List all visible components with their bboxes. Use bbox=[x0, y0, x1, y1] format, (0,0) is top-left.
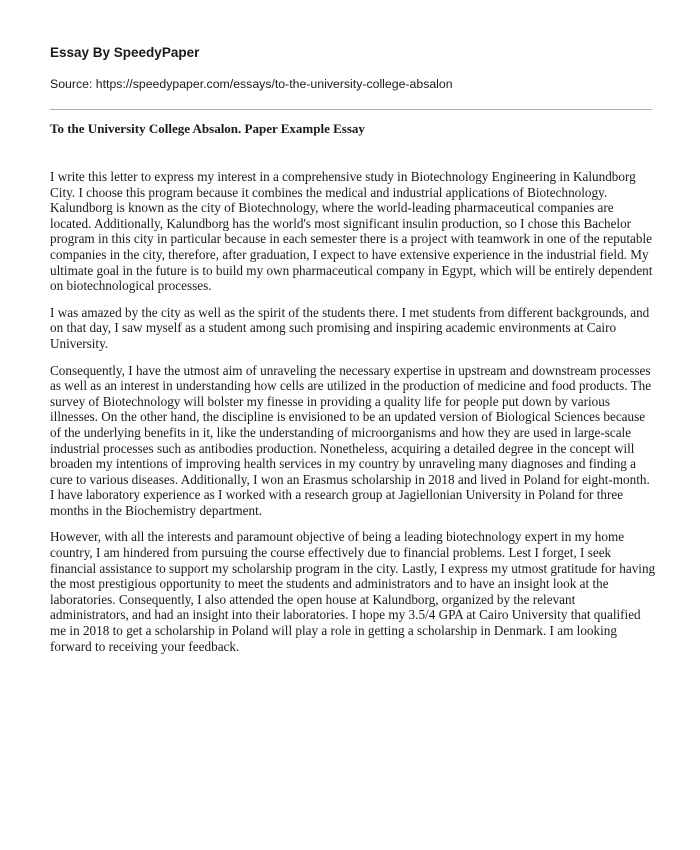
essay-title: To the University College Absalon. Paper Example Essay bbox=[50, 121, 365, 136]
essay-paragraph: Consequently, I have the utmost aim of unraveling the necessary expertise in upstream and downstream processes as well as an interest in understanding how cells are utilized in the production of medicine and food products. The survey of Biotechnology will bolster my finesse in providing a quality life for people put down by various illnesses. On the other hand, the discipline is envisioned to be an updated version of Biological Sciences because of the underlying benefits in it, like the understanding of microorganisms and how they are used in large-scale industrial processes such as antibodies production. Nonetheless, acquiring a detailed degree in the concept will broaden my intentions of improving health services in my country by unraveling many diagnoses and finding a cure to various diseases. Additionally, I won an Erasmus scholarship in 2018 and lived in Poland for eight-month. I have laboratory experience as I worked with a research group at Jagiellonian University in Poland for three months in the Biochemistry department. bbox=[50, 362, 652, 518]
essay-paragraph: I was amazed by the city as well as the spirit of the students there. I met students from different backgrounds, and on that day, I saw myself as a student among such promising and inspiring academic environments at Cairo University. bbox=[50, 304, 650, 351]
header-divider bbox=[50, 109, 652, 110]
essay-paragraph: However, with all the interests and paramount objective of being a leading biotechnology expert in my home country, I am hindered from pursuing the course effectively due to financial problems. Lest I forget, I seek financial assistance to support my scholarship program in the city. Lastly, I express my utmost gratitude for having the most prestigious opportunity to meet the students and administrators and to have an insight look at the laboratories. Consequently, I also attended the open house at Kalundborg, organized by the relevant administrators, and had an insight into their laboratories. I hope my 3.5/4 GPA at Cairo University that qualified me in 2018 to get a scholarship in Poland will play a role in getting a scholarship in Denmark. I am looking forward to receiving your feedback. bbox=[50, 529, 656, 654]
source-line: Source: https://speedypaper.com/essays/to-the-university-college-absalon bbox=[50, 77, 453, 91]
document-header bbox=[50, 44, 656, 92]
site-title: Essay By SpeedyPaper bbox=[50, 45, 200, 60]
essay-paragraph: I write this letter to express my interest in a comprehensive study in Biotechnology Engineering in Kalundborg City. I choose this program because it combines the medical and industrial applications of Biotechnology. Kalundborg is known as the city of Biotechnology, where the world-leading pharmaceutical companies are located. Additionally, Kalundborg has the world's most significant insulin production, so I chose this Bachelor program in this city in particular because in each semester there is a project with teamwork in one of the reputable companies in the city, therefore, after graduation, I expect to have extensive experience in the industrial field. My ultimate goal in the future is to build my own pharmaceutical company in Egypt, which will be entirely dependent on biotechnological processes. bbox=[50, 169, 653, 294]
essay-body bbox=[50, 169, 656, 665]
